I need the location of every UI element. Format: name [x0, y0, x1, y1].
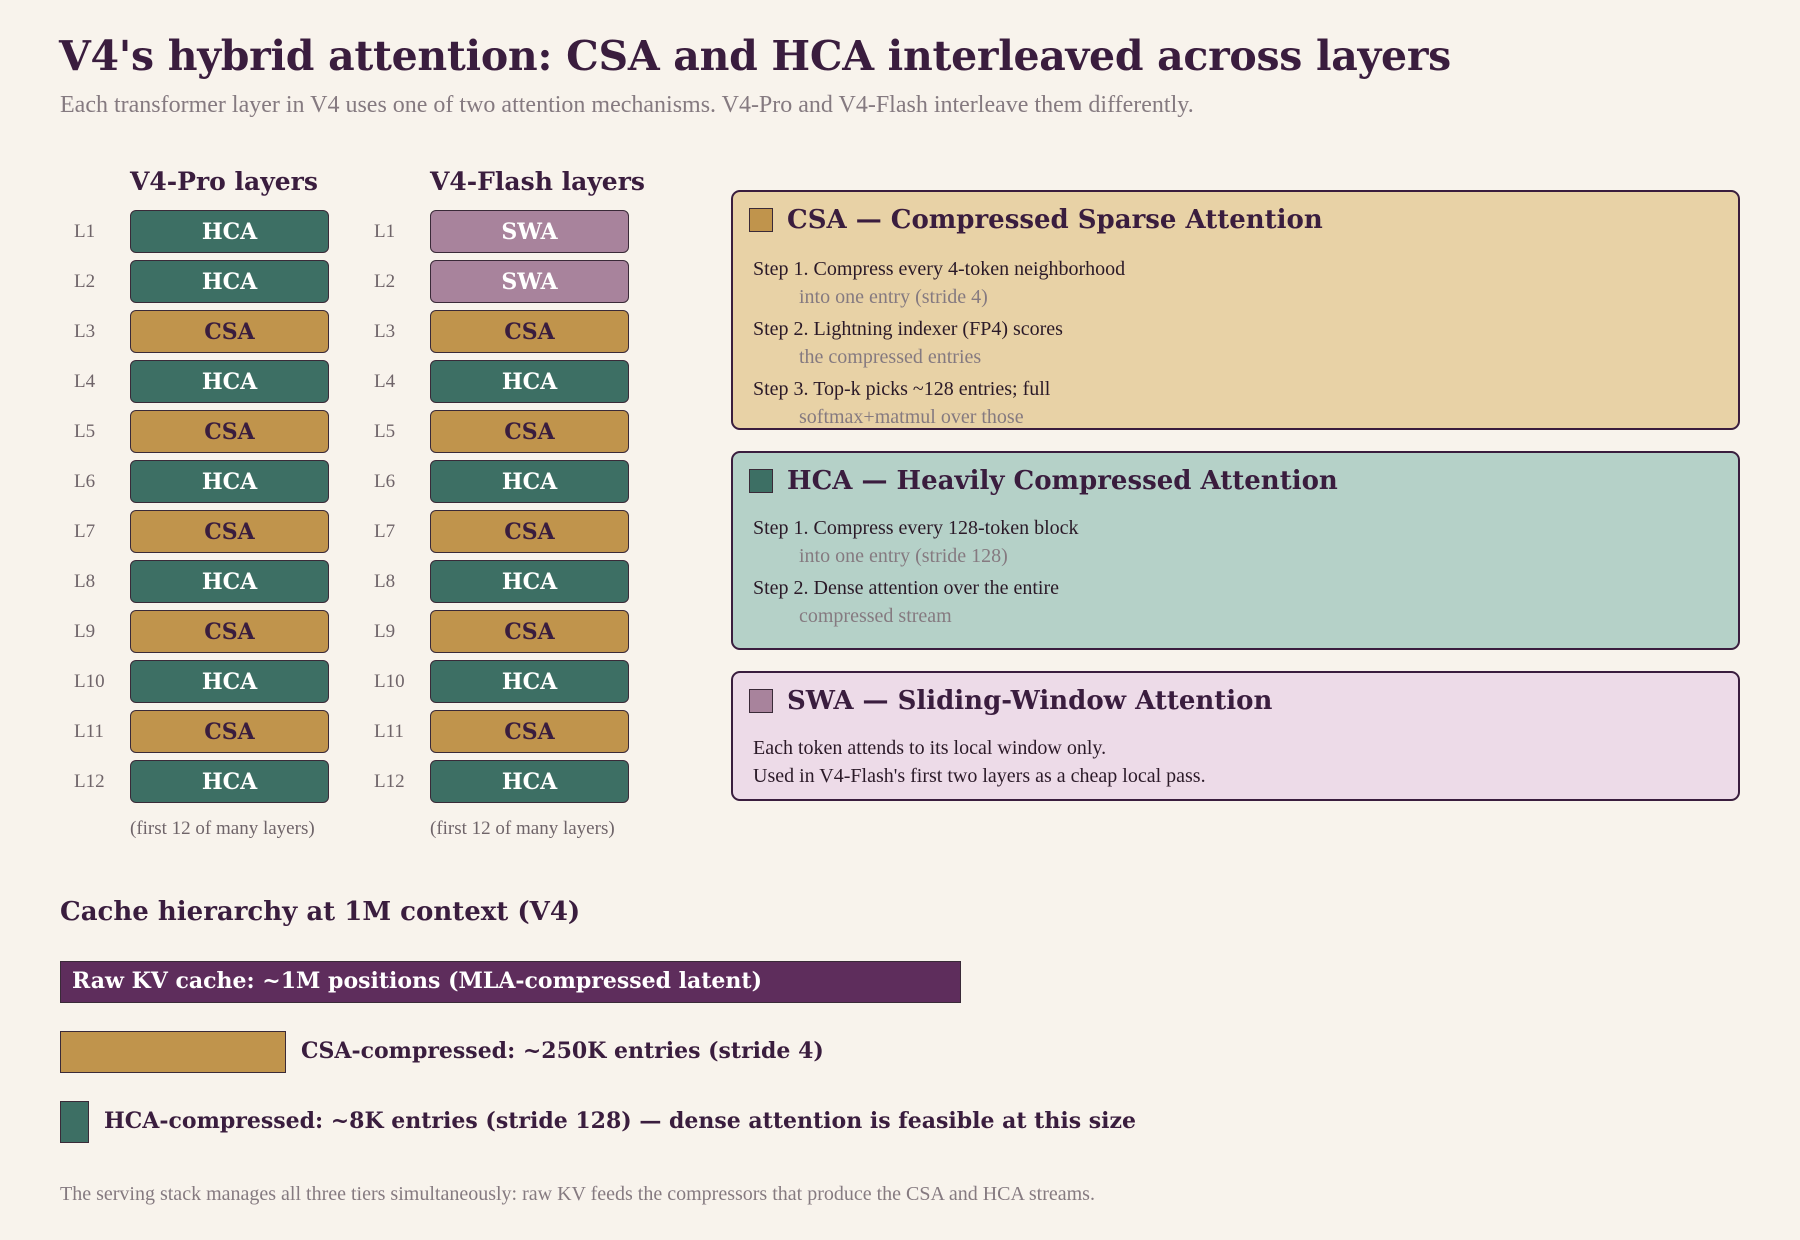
pro-column-title: V4-Pro layers	[130, 167, 318, 196]
hca-cache-label: HCA-compressed: ~8K entries (stride 128) — dense attention is feasible at this size	[104, 1108, 1136, 1134]
layer-label: L7	[74, 521, 96, 542]
layer-label: L10	[374, 671, 405, 692]
hca-step-1-detail: into one entry (stride 128)	[799, 545, 1008, 567]
layer-block-csa: CSA	[130, 710, 329, 753]
layer-block-csa: CSA	[430, 310, 629, 353]
layer-row	[0, 460, 640, 505]
layer-row	[0, 510, 640, 555]
layer-label: L4	[374, 371, 396, 392]
layer-label: L9	[74, 621, 96, 642]
layer-block-csa: CSA	[130, 610, 329, 653]
layer-label: L12	[74, 771, 105, 792]
layer-block-hca: HCA	[130, 360, 329, 403]
csa-step-3-detail: softmax+matmul over those	[799, 406, 1024, 428]
layer-row	[0, 760, 640, 805]
csa-step-1-detail: into one entry (stride 4)	[799, 286, 988, 308]
csa-panel-title: CSA — Compressed Sparse Attention	[787, 205, 1323, 235]
layer-block-hca: HCA	[430, 660, 629, 703]
layer-block-hca: HCA	[130, 210, 329, 253]
layer-label: L3	[374, 321, 396, 342]
csa-step-3: Step 3. Top-k picks ~128 entries; full	[753, 378, 1051, 400]
layer-label: L8	[74, 571, 96, 592]
csa-step-2: Step 2. Lightning indexer (FP4) scores	[753, 318, 1063, 340]
layer-block-hca: HCA	[130, 460, 329, 503]
layer-label: L11	[374, 721, 404, 742]
layer-label: L8	[374, 571, 396, 592]
csa-cache-bar	[60, 1031, 286, 1073]
hca-step-2: Step 2. Dense attention over the entire	[753, 577, 1060, 599]
layer-block-csa: CSA	[430, 710, 629, 753]
hca-step-2-detail: compressed stream	[799, 605, 952, 627]
layer-row	[0, 560, 640, 605]
hca-swatch	[749, 469, 773, 493]
swa-legend-panel	[731, 671, 1740, 801]
page-title: V4's hybrid attention: CSA and HCA interleaved across layers	[59, 32, 1451, 80]
layer-block-hca: HCA	[130, 260, 329, 303]
cache-hierarchy-title: Cache hierarchy at 1M context (V4)	[60, 897, 581, 927]
pro-column-note: (first 12 of many layers)	[130, 818, 315, 839]
layer-block-hca: HCA	[430, 360, 629, 403]
layer-block-hca: HCA	[130, 760, 329, 803]
layer-block-hca: HCA	[130, 660, 329, 703]
page-subtitle: Each transformer layer in V4 uses one of two attention mechanisms. V4-Pro and V4-Flash interleave them differently.	[60, 92, 1194, 118]
hca-cache-bar	[60, 1101, 89, 1143]
layer-label: L6	[74, 471, 96, 492]
swa-panel-title: SWA — Sliding-Window Attention	[787, 686, 1273, 716]
footnote: The serving stack manages all three tiers simultaneously: raw KV feeds the compressors that produce the CSA and HCA streams.	[60, 1183, 1095, 1205]
hca-panel-title: HCA — Heavily Compressed Attention	[787, 466, 1338, 496]
layer-block-hca: HCA	[130, 560, 329, 603]
swa-swatch	[749, 689, 773, 713]
layer-label: L3	[74, 321, 96, 342]
layer-block-csa: CSA	[130, 310, 329, 353]
layer-label: L2	[74, 271, 96, 292]
layer-label: L1	[374, 221, 396, 242]
layer-block-swa: SWA	[430, 210, 629, 253]
csa-step-1: Step 1. Compress every 4-token neighborhood	[753, 258, 1126, 280]
layer-block-hca: HCA	[430, 760, 629, 803]
csa-cache-label: CSA-compressed: ~250K entries (stride 4)	[301, 1038, 824, 1064]
layer-row	[0, 610, 640, 655]
layer-label: L10	[74, 671, 105, 692]
layer-block-csa: CSA	[430, 610, 629, 653]
csa-legend-panel	[731, 190, 1740, 430]
layer-row	[0, 310, 640, 355]
layer-row	[0, 260, 640, 305]
layer-label: L4	[74, 371, 96, 392]
hca-legend-panel	[731, 451, 1740, 650]
layer-label: L9	[374, 621, 396, 642]
layer-block-hca: HCA	[430, 560, 629, 603]
layer-label: L5	[374, 421, 396, 442]
flash-column-title: V4-Flash layers	[430, 167, 645, 196]
layer-label: L7	[374, 521, 396, 542]
csa-swatch	[749, 208, 773, 232]
swa-line-2: Used in V4-Flash's first two layers as a cheap local pass.	[753, 765, 1206, 787]
layer-label: L6	[374, 471, 396, 492]
layer-row	[0, 710, 640, 755]
layer-label: L11	[74, 721, 104, 742]
layer-block-csa: CSA	[430, 410, 629, 453]
layer-label: L2	[374, 271, 396, 292]
layer-row	[0, 360, 640, 405]
layer-label: L5	[74, 421, 96, 442]
csa-step-2-detail: the compressed entries	[799, 346, 982, 368]
layer-block-csa: CSA	[130, 410, 329, 453]
layer-block-swa: SWA	[430, 260, 629, 303]
layer-row	[0, 210, 640, 255]
flash-column-note: (first 12 of many layers)	[430, 818, 615, 839]
layer-block-hca: HCA	[430, 460, 629, 503]
layer-row	[0, 660, 640, 705]
layer-block-csa: CSA	[130, 510, 329, 553]
hca-step-1: Step 1. Compress every 128-token block	[753, 517, 1079, 539]
layer-row	[0, 410, 640, 455]
layer-label: L12	[374, 771, 405, 792]
layer-block-csa: CSA	[430, 510, 629, 553]
layer-label: L1	[74, 221, 96, 242]
swa-line-1: Each token attends to its local window only.	[753, 737, 1107, 759]
raw-kv-cache-label: Raw KV cache: ~1M positions (MLA-compressed latent)	[72, 968, 762, 994]
